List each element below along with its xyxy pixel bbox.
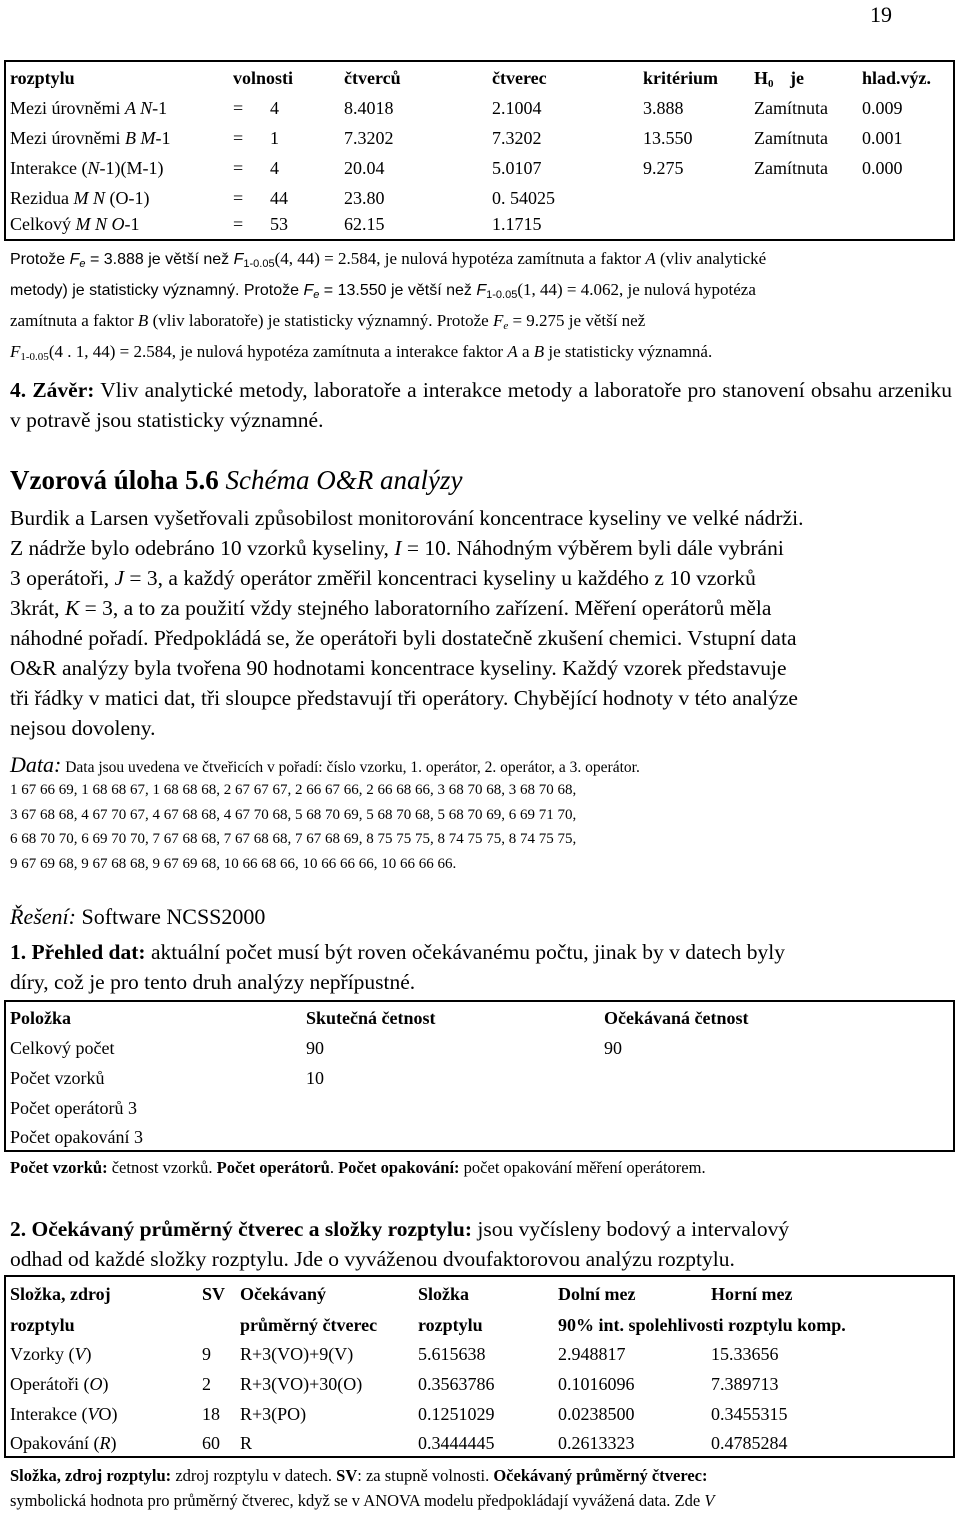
row-eq: = (233, 214, 244, 234)
row-ems: R+3(VO)+9(V) (240, 1344, 354, 1364)
row-ems: R (240, 1433, 253, 1453)
cell: Celkový počet (10, 1038, 115, 1058)
row-source: Operátoři (O) (10, 1374, 109, 1394)
header-prumerny: průměrný čtverec (240, 1315, 378, 1335)
row-eq: = (233, 98, 244, 118)
row-comp: 5.615638 (418, 1344, 486, 1364)
row-ms: 1.1715 (492, 214, 542, 234)
solution-line: Řešení: Software NCSS2000 (10, 904, 266, 929)
row-comp: 0.1251029 (418, 1404, 495, 1424)
header-horni: Horní mez (711, 1284, 793, 1304)
header-volnosti: volnosti (233, 68, 294, 88)
row-p: 0.000 (862, 158, 903, 178)
overview-paragraph: 1. Přehled dat: aktuální počet musí být roven očekávanému počtu, jinak by v datech byly díry, což je pro tento druh analýzy nepřípustné. (10, 940, 786, 994)
row-ems: R+3(VO)+30(O) (240, 1374, 363, 1394)
row-hi: 15.33656 (711, 1344, 779, 1364)
row-label: Celkový M N O-1 (10, 214, 140, 234)
row-p: 0.009 (862, 98, 903, 118)
row-ss: 62.15 (344, 214, 385, 234)
header-ctvercu: čtverců (344, 68, 401, 88)
row-h0: Zamítnuta (754, 128, 828, 148)
row-lo: 0.0238500 (558, 1404, 635, 1424)
header-polozka: Položka (10, 1008, 71, 1028)
header-rozptylu: rozptylu (10, 1315, 75, 1335)
conclusion-paragraph: 4. Závěr: Vliv analytické metody, laboratoře a interakce metody a laboratoře pro stanovení obsahu arzeniku v potravě jsou statisticky významné. (10, 378, 953, 432)
row-sv: 2 (202, 1374, 211, 1394)
row-df: 4 (270, 158, 279, 178)
header-ocekavana: Očekávaná četnost (604, 1008, 749, 1028)
row-df: 53 (270, 214, 288, 234)
header-slozka: Složka (418, 1284, 470, 1304)
row-p: 0.001 (862, 128, 903, 148)
row-sv: 9 (202, 1344, 211, 1364)
row-source: Opakování (R) (10, 1433, 117, 1453)
row-ms: 7.3202 (492, 128, 542, 148)
row-ss: 23.80 (344, 188, 385, 208)
row-f: 13.550 (643, 128, 693, 148)
example-paragraph: Burdik a Larsen vyšetřovali způsobilost monitorování koncentrace kyseliny ve velké nádrži. Z nádrže bylo odebráno 10 vzorků kyseliny, I = 10. Náhodným výběrem byli dále vybráni 3 operátoři, J = 3, a každý operátor změřil koncentraci kyseliny u každého z 10 vzorků 3krát, K = 3, a to za použití vždy stejného laboratorního zařízení. Měření operátorů měla náhodné pořadí. Předpokládá se, že operátoři byli dostatečně zkušení chemici. Vstupní data O&R analýzy byla tvořena 90 hodnotami koncentrace kyseliny. Každý vzorek představuje tři řádky v matici dat, tři sloupce představují tři operátory. Chybějící hodnoty v této analýze nejsou dovoleny. (10, 506, 804, 740)
row-hi: 0.4785284 (711, 1433, 788, 1453)
row-source: Vzorky (V) (10, 1344, 92, 1364)
header-ocekavany: Očekávaný (240, 1284, 327, 1304)
data-values (10, 778, 576, 876)
row-comp: 0.3444445 (418, 1433, 495, 1453)
header-hlad-vyz: hlad.výz. (862, 68, 932, 88)
expected-paragraph: 2. Očekávaný průměrný čtverec a složky rozptylu: jsou vyčísleny bodový a intervalový odhad od každé složky rozptylu. Jde o vyváženou dvoufaktorovou analýzu rozptylu. (10, 1217, 790, 1271)
row-h0: Zamítnuta (754, 158, 828, 178)
row-ss: 20.04 (344, 158, 385, 178)
cell: Počet vzorků (10, 1068, 105, 1088)
row-source: Interakce (VO) (10, 1404, 118, 1424)
row-eq: = (233, 158, 244, 178)
example-heading: Vzorová úloha 5.6 Schéma O&R analýzy (10, 465, 463, 495)
row-ss: 8.4018 (344, 98, 394, 118)
row-hi: 0.3455315 (711, 1404, 788, 1424)
data-line: 9 67 69 68, 9 67 68 68, 9 67 69 68, 10 66 68 66, 10 66 66 66, 10 66 66 66. (10, 855, 457, 872)
overview-note: Počet vzorků: četnost vzorků. Počet operátorů. Počet opakování: počet opakování měření operátorem. (10, 1158, 706, 1177)
header-rozptylu2: rozptylu (418, 1315, 483, 1335)
header-ctverec: čtverec (492, 68, 547, 88)
header-sv: SV (202, 1284, 226, 1304)
explanation-paragraph: Protože $F_e = 3.888$ je větší než $F_{1-0.05}(4$, 44) = 2.584, je nulová hypotéza zamítnuta a faktor A (vliv analytické metody) je statisticky významný. Protože $F_e = 13.550$ je větší než $F_{1-0.05}(1$, 44) = 4.062, je nulová hypotéza zamítnuta a faktor B (vliv laboratoře) je statisticky významný. Protože $F_e = 9.275$ je větší než $F_{1-0.05}(4$ . 1, 44) = 2.584, je nulová hypotéza zamítnuta a interakce faktor A a B je statisticky významná. (10, 249, 767, 363)
row-ms: 5.0107 (492, 158, 542, 178)
cell: 90 (604, 1038, 622, 1058)
row-ss: 7.3202 (344, 128, 394, 148)
row-label: Rezidua M N (O-1) (10, 188, 150, 208)
row-label: Mezi úrovněmi B M-1 (10, 128, 171, 148)
header-dolni: Dolní mez (558, 1284, 636, 1304)
row-df: 44 (270, 188, 288, 208)
header-rozptylu: rozptylu (10, 68, 75, 88)
page-number: 19 (870, 2, 892, 27)
row-eq: = (233, 128, 244, 148)
header-kriterium: kritérium (643, 68, 718, 88)
cell: 90 (306, 1038, 324, 1058)
row-lo: 0.2613323 (558, 1433, 635, 1453)
cell: Počet operátorů 3 (10, 1098, 137, 1118)
row-f: 9.275 (643, 158, 684, 178)
data-line: 1 67 66 69, 1 68 68 67, 1 68 68 68, 2 67 67 67, 2 66 67 66, 2 66 68 66, 3 68 70 68, 3 68 70 68, (10, 782, 577, 798)
header-h0: $H_0$ je (754, 68, 804, 90)
row-lo: 0.1016096 (558, 1374, 635, 1394)
data-intro: Data: Data jsou uvedena ve čtveřicích v pořadí: číslo vzorku, 1. operátor, 2. operátor, a 3. operátor. (10, 752, 640, 777)
data-line: 6 68 70 70, 6 69 70 70, 7 67 68 68, 7 67 68 68, 7 67 68 69, 8 75 75 75, 8 74 75 75, 8 74 75 75, (10, 831, 577, 847)
row-hi: 7.389713 (711, 1374, 779, 1394)
row-comp: 0.3563786 (418, 1374, 495, 1394)
header-zdroj: Složka, zdroj (10, 1284, 111, 1304)
row-sv: 60 (202, 1433, 220, 1453)
row-ms: 2.1004 (492, 98, 542, 118)
row-df: 1 (270, 128, 279, 148)
row-eq: = (233, 188, 244, 208)
row-df: 4 (270, 98, 279, 118)
row-h0: Zamítnuta (754, 98, 828, 118)
data-line: 3 67 68 68, 4 67 70 67, 4 67 68 68, 4 67 70 68, 5 68 70 69, 5 68 70 68, 5 68 70 69, 6 69 71 70, (10, 806, 577, 823)
cell: 10 (306, 1068, 324, 1088)
cell: Počet opakování 3 (10, 1127, 143, 1147)
header-interval: 90% int. spolehlivosti rozptylu komp. (558, 1315, 846, 1335)
row-label: Mezi úrovněmi A N-1 (10, 98, 168, 118)
header-skutecna: Skutečná četnost (306, 1008, 436, 1028)
row-ms: 0. 54025 (492, 188, 555, 208)
row-f: 3.888 (643, 98, 684, 118)
row-ems: R+3(PO) (240, 1404, 307, 1424)
row-label: Interakce (N-1)(M-1) (10, 158, 164, 178)
components-note: Složka, zdroj rozptylu: zdroj rozptylu v datech. SV: za stupně volnosti. Očekávaný průměrný čtverec: symbolická hodnota pro průměrný čtverec, když se v ANOVA modelu předpokládají vyvážená data. Zde V (10, 1466, 715, 1510)
row-lo: 2.948817 (558, 1344, 626, 1364)
row-sv: 18 (202, 1404, 220, 1424)
